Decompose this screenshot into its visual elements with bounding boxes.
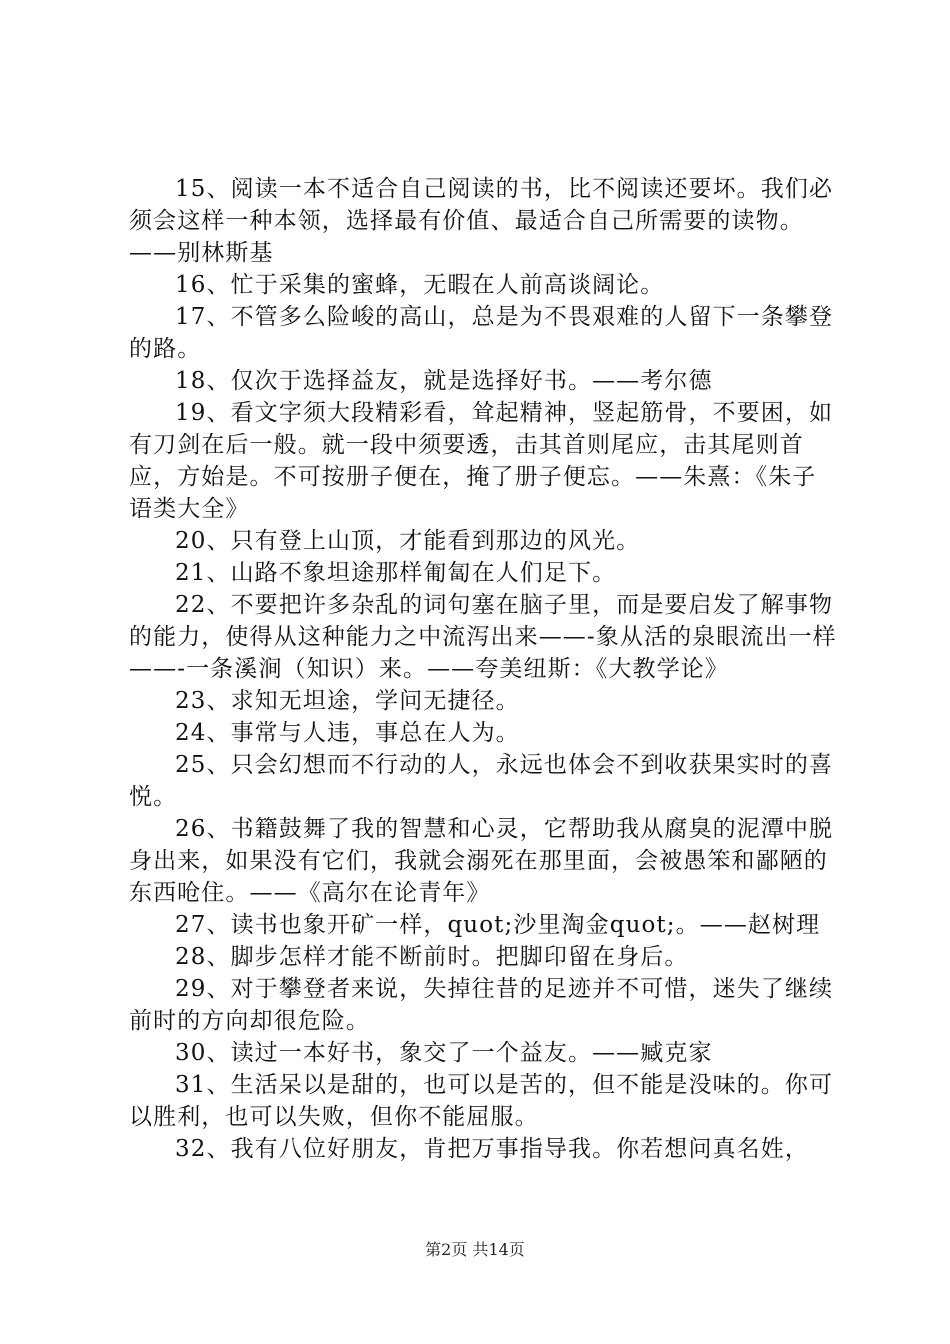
paragraph-18: 18、仅次于选择益友，就是选择好书。——考尔德 [175, 368, 713, 394]
paragraph-32: 32、我有八位好朋友，肯把万事指导我。你若想问真名姓， [175, 1136, 809, 1162]
paragraph-28: 28、脚步怎样才能不断前时。把脚印留在身后。 [175, 944, 689, 970]
page-number-footer: 第2页 共14页 [425, 1240, 525, 1259]
paragraph-20: 20、只有登上山顶，才能看到那边的风光。 [175, 528, 641, 554]
paragraph-16: 16、忙于采集的蜜蜂，无暇在人前高谈阔论。 [175, 272, 665, 298]
paragraph-31: 31、生活呆以是甜的，也可以是苦的，但不能是没味的。你可以胜利，也可以失败，但你不能屈服。 [129, 1072, 834, 1130]
paragraph-23: 23、求知无坦途，学问无捷径。 [175, 688, 520, 714]
paragraph-24: 24、事常与人违，事总在人为。 [175, 720, 520, 746]
paragraph-21: 21、山路不象坦途那样匍匐在人们足下。 [175, 560, 617, 586]
paragraph-29: 29、对于攀登者来说，失掉往昔的足迹并不可惜，迷失了继续前时的方向却很危险。 [129, 976, 834, 1034]
paragraph-22: 22、不要把许多杂乱的词句塞在脑子里，而是要启发了解事物的能力，使得从这种能力之中流泻出来——-象从活的泉眼流出一样——-一条溪涧（知识）来。——夸美纽斯：《大教学论》 [129, 592, 837, 682]
paragraph-25: 25、只会幻想而不行动的人，永远也体会不到收获果实时的喜悦。 [129, 752, 834, 810]
paragraph-17: 17、不管多么险峻的高山，总是为不畏艰难的人留下一条攀登的路。 [129, 304, 834, 362]
paragraph-30: 30、读过一本好书，象交了一个益友。——臧克家 [175, 1040, 713, 1066]
paragraph-27: 27、读书也象开矿一样，quot;沙里淘金quot;。——赵树理 [175, 912, 821, 938]
paragraph-19: 19、看文字须大段精彩看，耸起精神，竖起筋骨，不要困，如有刀剑在后一般。就一段中须要透，击其首则尾应，击其尾则首应，方始是。不可按册子便在，掩了册子便忘。——朱熹：《朱子语类大全》 [129, 400, 834, 522]
paragraph-15: 15、阅读一本不适合自己阅读的书，比不阅读还要坏。我们必须会这样一种本领，选择最有价值、最适合自己所需要的读物。——别林斯基 [129, 176, 834, 266]
document-body [129, 173, 837, 1165]
paragraph-26: 26、书籍鼓舞了我的智慧和心灵，它帮助我从腐臭的泥潭中脱身出来，如果没有它们，我就会溺死在那里面，会被愚笨和鄙陋的东西呛住。——《高尔在论青年》 [129, 816, 834, 906]
